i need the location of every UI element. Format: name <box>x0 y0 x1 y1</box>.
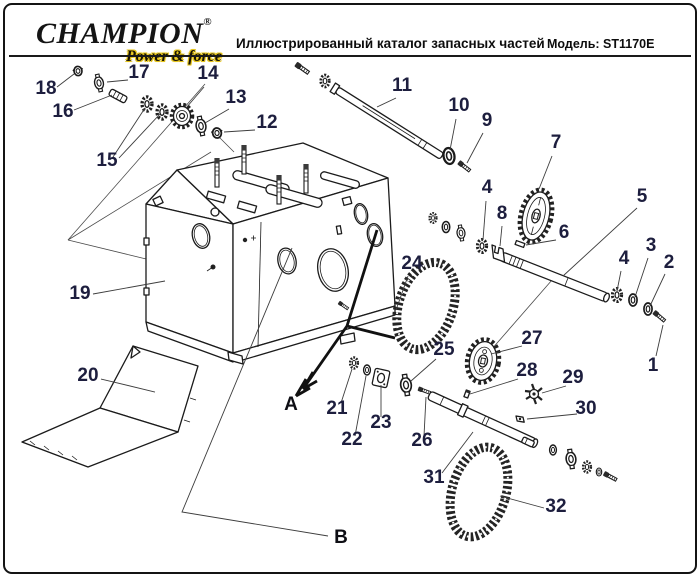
callout-17: 17 <box>128 62 150 83</box>
leader-line <box>119 114 160 158</box>
callout-24: 24 <box>401 253 423 274</box>
callout-28: 28 <box>516 360 538 381</box>
callout-23: 23 <box>370 412 392 433</box>
leader-line <box>470 379 518 394</box>
callout-4: 4 <box>481 177 493 198</box>
bracket-part-8 <box>492 245 505 262</box>
shaft-part-5 <box>500 252 611 303</box>
registered-mark: ® <box>203 16 213 28</box>
leader-line <box>224 130 255 132</box>
callout-15: 15 <box>96 150 118 171</box>
callout-21: 21 <box>326 398 348 419</box>
chain-part-32 <box>440 440 517 543</box>
callout-9: 9 <box>481 110 493 131</box>
callout-29: 29 <box>562 367 584 388</box>
callout-5: 5 <box>636 186 648 207</box>
callout-3: 3 <box>645 235 657 256</box>
callout-8: 8 <box>496 203 508 224</box>
callout-11: 11 <box>391 75 413 96</box>
key-part-6 <box>515 241 525 248</box>
callout-31: 31 <box>423 467 445 488</box>
callout-4: 4 <box>618 248 630 269</box>
callout-B: B <box>334 527 348 548</box>
leader-line <box>186 87 204 108</box>
callout-13: 13 <box>225 87 247 108</box>
callout-26: 26 <box>411 430 433 451</box>
leader-line <box>74 95 112 110</box>
callout-10: 10 <box>448 95 470 116</box>
leader-line <box>656 325 663 356</box>
model-label: Модель: ST1170E <box>547 37 655 51</box>
leader-line <box>450 119 456 150</box>
callout-2: 2 <box>663 252 675 273</box>
callout-14: 14 <box>197 63 219 84</box>
callout-30: 30 <box>575 398 597 419</box>
leader-line <box>527 414 577 419</box>
leader-line <box>377 98 396 107</box>
callout-22: 22 <box>341 429 363 450</box>
leader-line <box>617 271 621 291</box>
callout-7: 7 <box>550 132 562 153</box>
leader-line <box>205 109 229 123</box>
leader-line <box>650 274 665 306</box>
callout-1: 1 <box>647 355 659 376</box>
callout-19: 19 <box>69 283 91 304</box>
leader-line <box>467 133 483 163</box>
leader-line <box>411 359 436 381</box>
callout-27: 27 <box>521 328 543 349</box>
callout-18: 18 <box>35 78 57 99</box>
callout-20: 20 <box>77 365 99 386</box>
leader-line <box>635 258 648 297</box>
leader-line <box>539 156 552 189</box>
callout-A: A <box>284 394 298 415</box>
leader-line <box>500 226 502 246</box>
sprocket-part-7 <box>514 186 557 246</box>
callout-12: 12 <box>256 112 278 133</box>
callout-25: 25 <box>433 339 455 360</box>
housing-part-19 <box>144 143 395 364</box>
callout-32: 32 <box>545 496 567 517</box>
rod-part-11 <box>330 83 444 160</box>
leader-line <box>107 80 128 82</box>
callout-6: 6 <box>558 222 570 243</box>
brand-text: CHAMPION <box>36 17 204 50</box>
leader-line <box>355 376 366 436</box>
sprocket-part-14 <box>172 105 193 128</box>
leader-line <box>483 201 486 240</box>
page-title: Иллюстрированный каталог запасных частей <box>236 36 545 51</box>
deflector-part-20 <box>22 346 198 467</box>
leader-line <box>113 108 145 157</box>
callout-16: 16 <box>52 101 74 122</box>
leader-line <box>57 74 74 87</box>
